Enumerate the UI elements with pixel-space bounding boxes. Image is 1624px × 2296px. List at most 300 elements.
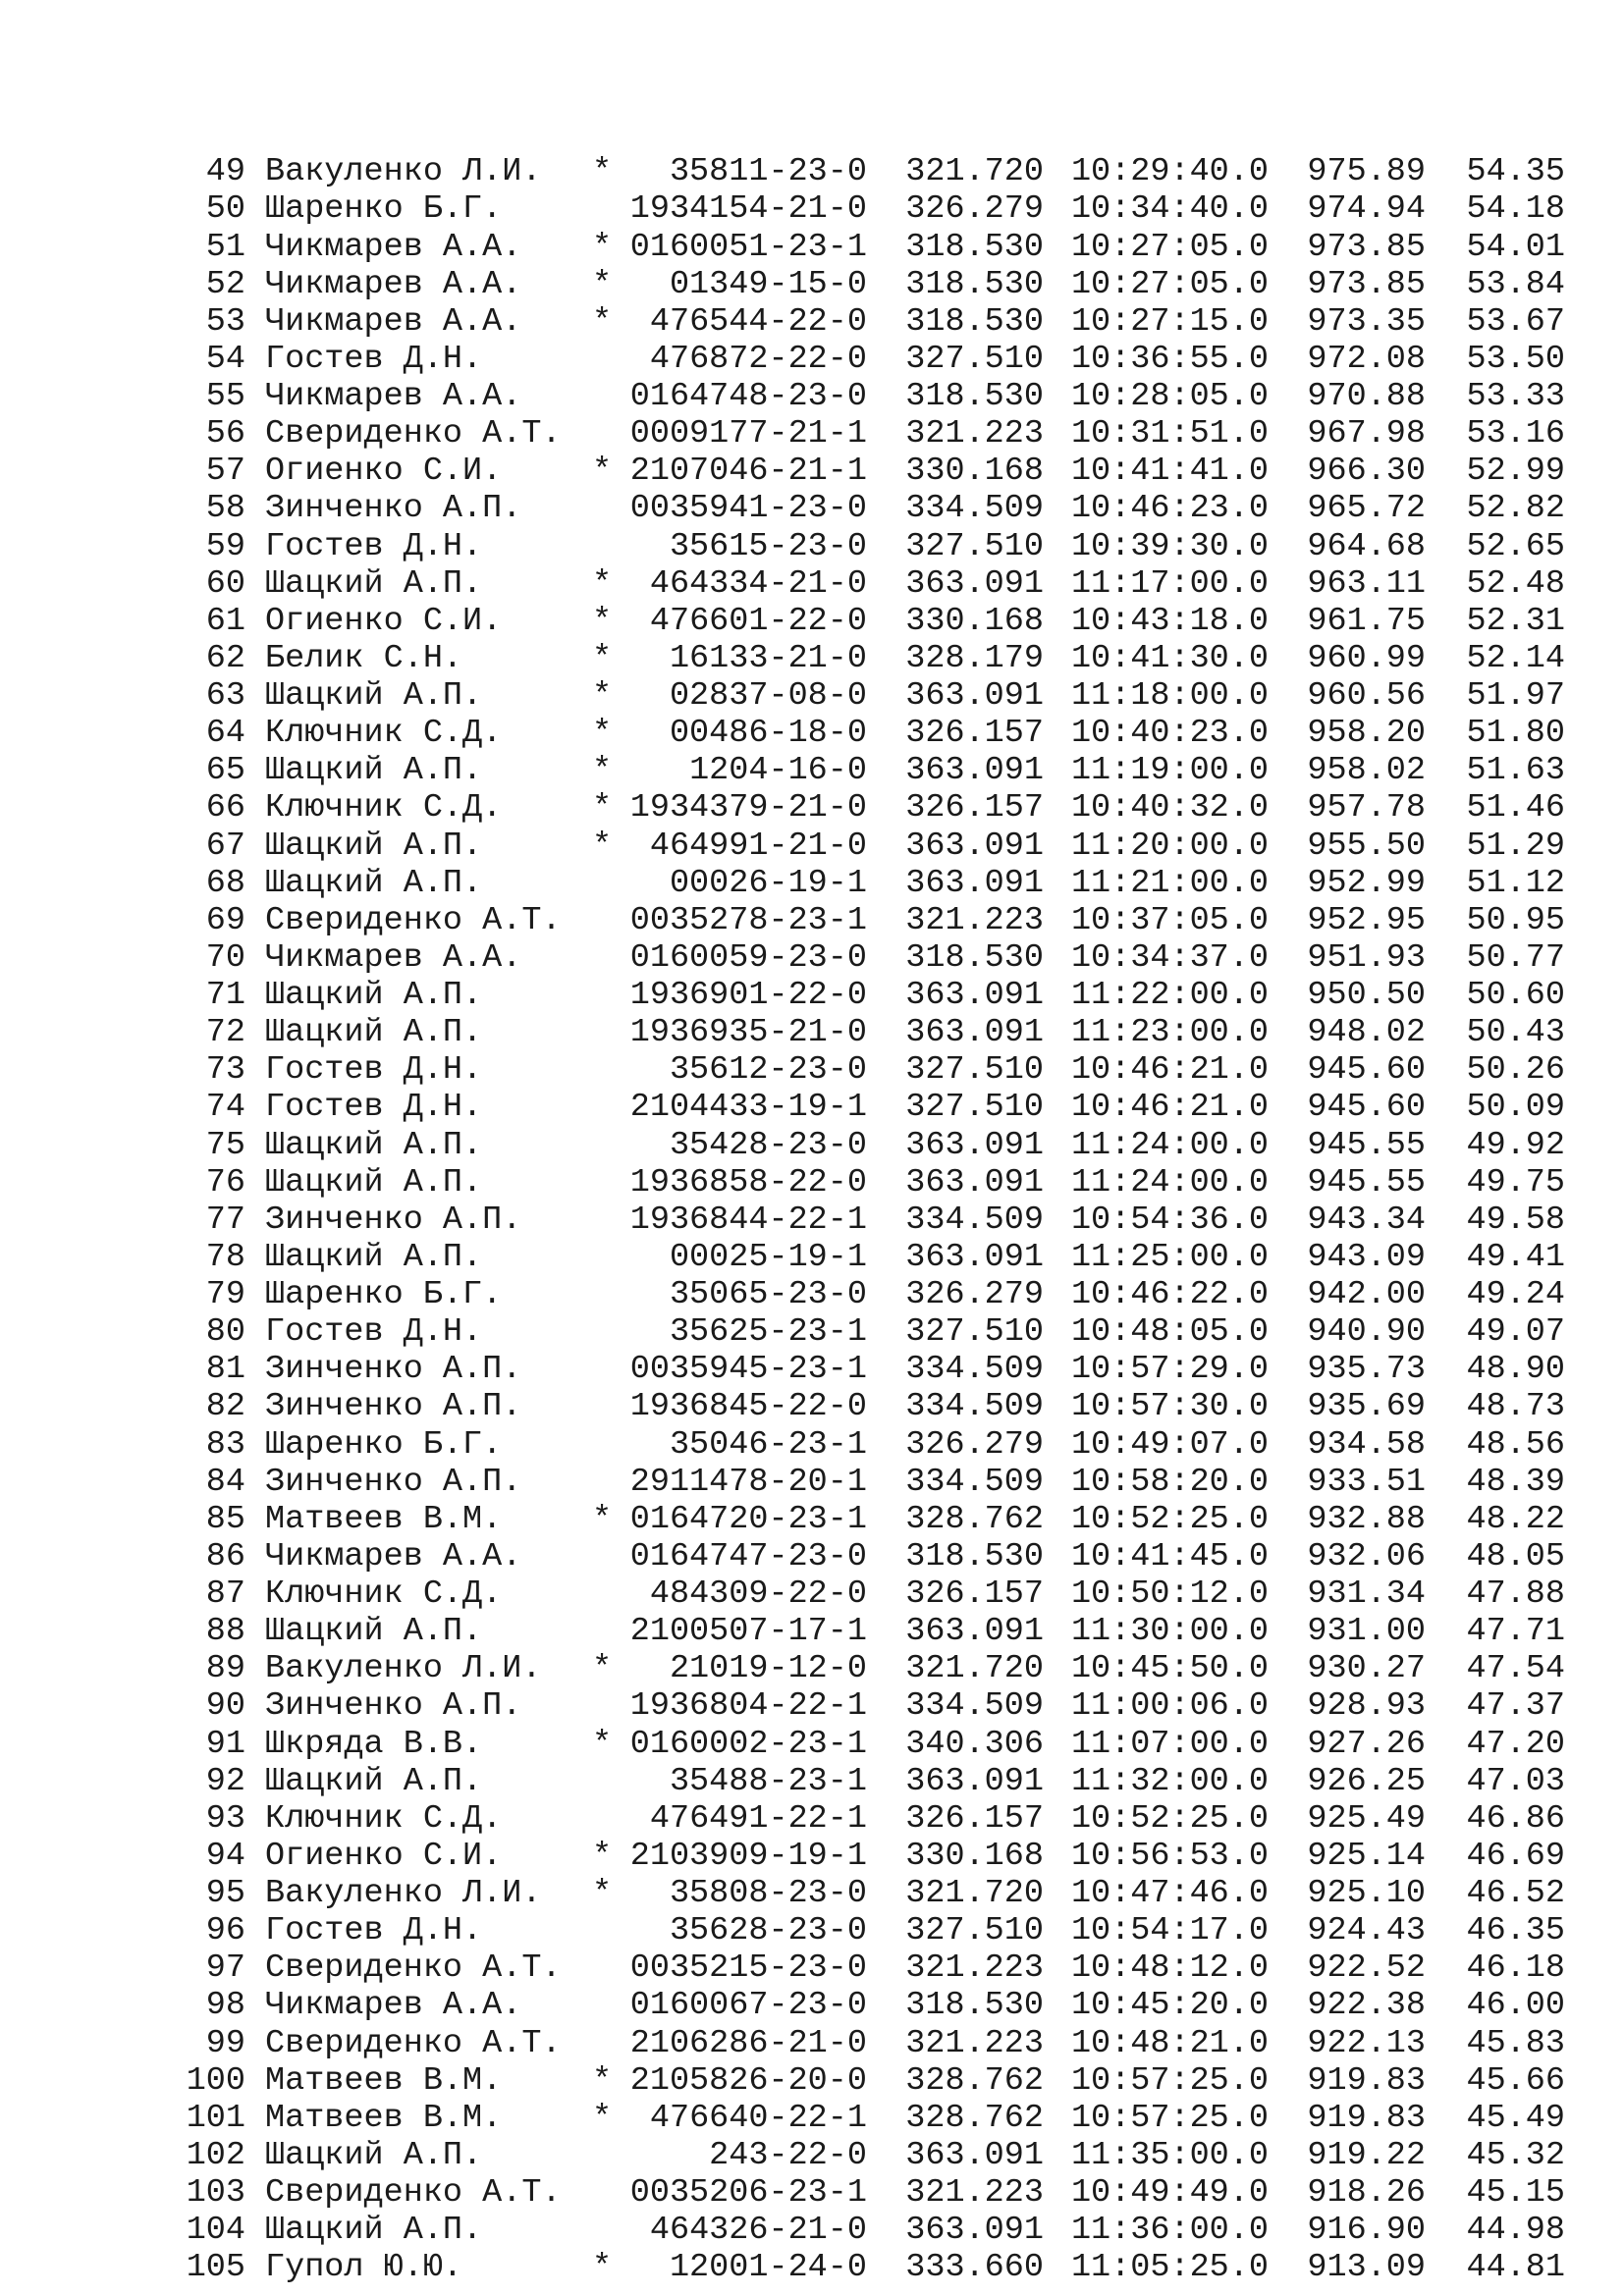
distance: 318.530: [905, 1987, 1044, 2025]
speed: 945.55: [1307, 1126, 1426, 1164]
arrival-time: 10:46:21.0: [1070, 1051, 1269, 1090]
table-row: [171, 1800, 1565, 1838]
fancier-name: Ключник С.Д.: [265, 1799, 503, 1838]
place-number: 51: [205, 228, 245, 266]
arrival-time: 10:39:30.0: [1070, 527, 1269, 565]
distance: 327.510: [905, 340, 1044, 378]
score: 46.00: [1466, 1987, 1565, 2025]
place-number: 82: [205, 1388, 245, 1426]
arrival-time: 10:34:40.0: [1070, 190, 1269, 229]
fancier-name: Свериденко А.Т.: [265, 2174, 562, 2212]
arrival-time: 10:52:25.0: [1070, 1500, 1269, 1538]
place-number: 81: [205, 1351, 245, 1389]
place-number: 75: [205, 1126, 245, 1164]
speed: 931.34: [1307, 1575, 1426, 1613]
distance: 318.530: [905, 265, 1044, 303]
arrival-time: 11:05:25.0: [1070, 2249, 1269, 2287]
ring-number: 484309-22-0: [649, 1575, 867, 1613]
place-number: 91: [205, 1725, 245, 1763]
arrival-time: 10:49:07.0: [1070, 1425, 1269, 1464]
arrival-time: 10:54:17.0: [1070, 1912, 1269, 1950]
distance: 330.168: [905, 1837, 1044, 1875]
fancier-name: Чикмарев А.А.: [265, 938, 522, 977]
ring-number: 35628-23-0: [669, 1912, 867, 1950]
table-row: [171, 303, 1565, 341]
fancier-name: Гостев Д.Н.: [265, 1051, 483, 1090]
ring-number: 35065-23-0: [669, 1276, 867, 1313]
fancier-name: Зинченко А.П.: [265, 1201, 522, 1239]
arrival-time: 10:27:05.0: [1070, 265, 1269, 303]
table-row: [171, 1501, 1565, 1538]
score: 48.39: [1466, 1463, 1565, 1501]
arrival-time: 10:54:36.0: [1070, 1201, 1269, 1239]
table-row: [171, 1464, 1565, 1501]
speed: 945.55: [1307, 1163, 1426, 1201]
ring-number: 35811-23-0: [669, 153, 867, 191]
place-number: 90: [205, 1687, 245, 1726]
table-row: [171, 2100, 1565, 2137]
score: 51.97: [1466, 677, 1565, 715]
distance: 328.762: [905, 1500, 1044, 1538]
distance: 326.279: [905, 190, 1044, 229]
distance: 326.157: [905, 1575, 1044, 1613]
speed: 958.02: [1307, 752, 1426, 790]
table-row: [171, 865, 1565, 902]
ring-number: 0035206-23-1: [629, 2174, 867, 2212]
distance: 327.510: [905, 1051, 1044, 1090]
speed: 957.78: [1307, 789, 1426, 828]
table-row: [171, 677, 1565, 715]
place-number: 96: [205, 1912, 245, 1950]
speed: 918.26: [1307, 2174, 1426, 2212]
ring-number: 35488-23-1: [669, 1762, 867, 1800]
distance: 328.762: [905, 2061, 1044, 2100]
speed: 950.50: [1307, 977, 1426, 1014]
fancier-name: Чикмарев А.А.: [265, 1987, 522, 2025]
fancier-name: Шацкий А.П.: [265, 2136, 483, 2174]
arrival-time: 10:57:25.0: [1070, 2061, 1269, 2100]
table-row: [171, 1949, 1565, 1987]
table-row: [171, 2137, 1565, 2174]
speed: 970.88: [1307, 378, 1426, 415]
speed: 925.14: [1307, 1837, 1426, 1875]
score: 51.46: [1466, 789, 1565, 828]
ring-number: 35615-23-0: [669, 527, 867, 565]
score: 48.90: [1466, 1351, 1565, 1389]
fancier-name: Шацкий А.П.: [265, 1613, 483, 1651]
arrival-time: 11:35:00.0: [1070, 2136, 1269, 2174]
fancier-name: Ключник С.Д.: [265, 715, 503, 753]
speed: 919.83: [1307, 2061, 1426, 2100]
arrival-time: 10:46:21.0: [1070, 1089, 1269, 1127]
fancier-name: Шацкий А.П.: [265, 1126, 483, 1164]
ring-number: 0164720-23-1: [629, 1500, 867, 1538]
table-row: [171, 2249, 1565, 2286]
speed: 934.58: [1307, 1425, 1426, 1464]
ring-number: 464334-21-0: [649, 564, 867, 603]
speed: 948.02: [1307, 1014, 1426, 1052]
score: 46.86: [1466, 1799, 1565, 1838]
table-row: [171, 1164, 1565, 1201]
mark-asterisk: *: [592, 153, 613, 191]
speed: 972.08: [1307, 340, 1426, 378]
place-number: 57: [205, 453, 245, 491]
ring-number: 1936804-22-1: [629, 1687, 867, 1726]
fancier-name: Шацкий А.П.: [265, 1238, 483, 1276]
table-row: [171, 1239, 1565, 1276]
speed: 952.99: [1307, 864, 1426, 902]
speed: 974.94: [1307, 190, 1426, 229]
score: 50.77: [1466, 938, 1565, 977]
speed: 973.85: [1307, 265, 1426, 303]
table-row: [171, 2174, 1565, 2212]
score: 45.15: [1466, 2174, 1565, 2212]
ring-number: 35428-23-0: [669, 1126, 867, 1164]
place-number: 87: [205, 1575, 245, 1613]
score: 54.18: [1466, 190, 1565, 229]
arrival-time: 10:36:55.0: [1070, 340, 1269, 378]
ring-number: 00025-19-1: [669, 1238, 867, 1276]
score: 46.69: [1466, 1837, 1565, 1875]
table-row: [171, 415, 1565, 453]
fancier-name: Огиенко С.И.: [265, 602, 503, 640]
place-number: 71: [205, 977, 245, 1014]
speed: 928.93: [1307, 1687, 1426, 1726]
mark-asterisk: *: [592, 677, 613, 715]
speed: 922.38: [1307, 1987, 1426, 2025]
arrival-time: 10:56:53.0: [1070, 1837, 1269, 1875]
distance: 326.157: [905, 1799, 1044, 1838]
table-row: [171, 1127, 1565, 1164]
place-number: 50: [205, 190, 245, 229]
fancier-name: Гостев Д.Н.: [265, 1089, 483, 1127]
arrival-time: 11:32:00.0: [1070, 1762, 1269, 1800]
arrival-time: 11:19:00.0: [1070, 752, 1269, 790]
speed: 930.27: [1307, 1650, 1426, 1688]
ring-number: 0164747-23-0: [629, 1537, 867, 1575]
arrival-time: 11:17:00.0: [1070, 564, 1269, 603]
fancier-name: Матвеев В.М.: [265, 1500, 503, 1538]
arrival-time: 10:45:50.0: [1070, 1650, 1269, 1688]
speed: 960.99: [1307, 639, 1426, 677]
place-number: 61: [205, 602, 245, 640]
distance: 363.091: [905, 1126, 1044, 1164]
place-number: 78: [205, 1238, 245, 1276]
speed: 926.25: [1307, 1762, 1426, 1800]
speed: 964.68: [1307, 527, 1426, 565]
mark-asterisk: *: [592, 302, 613, 341]
ring-number: 1936845-22-0: [629, 1388, 867, 1426]
fancier-name: Белик С.Н.: [265, 639, 463, 677]
distance: 334.509: [905, 1388, 1044, 1426]
speed: 958.20: [1307, 715, 1426, 753]
ring-number: 2106286-21-0: [629, 2024, 867, 2062]
table-row: [171, 1313, 1565, 1351]
speed: 925.49: [1307, 1799, 1426, 1838]
distance: 326.157: [905, 789, 1044, 828]
score: 52.31: [1466, 602, 1565, 640]
mark-asterisk: *: [592, 602, 613, 640]
speed: 966.30: [1307, 453, 1426, 491]
ring-number: 243-22-0: [709, 2136, 867, 2174]
distance: 328.762: [905, 2099, 1044, 2137]
speed: 932.06: [1307, 1537, 1426, 1575]
distance: 327.510: [905, 1089, 1044, 1127]
mark-asterisk: *: [592, 827, 613, 865]
ring-number: 21019-12-0: [669, 1650, 867, 1688]
speed: 932.88: [1307, 1500, 1426, 1538]
ring-number: 01349-15-0: [669, 265, 867, 303]
speed: 922.13: [1307, 2024, 1426, 2062]
ring-number: 0160067-23-0: [629, 1987, 867, 2025]
mark-asterisk: *: [592, 1500, 613, 1538]
distance: 334.509: [905, 1351, 1044, 1389]
ring-number: 0160051-23-1: [629, 228, 867, 266]
distance: 318.530: [905, 378, 1044, 415]
score: 47.71: [1466, 1613, 1565, 1651]
score: 51.29: [1466, 827, 1565, 865]
table-row: [171, 977, 1565, 1014]
score: 51.80: [1466, 715, 1565, 753]
speed: 935.69: [1307, 1388, 1426, 1426]
place-number: 52: [205, 265, 245, 303]
place-number: 79: [205, 1276, 245, 1313]
distance: 318.530: [905, 938, 1044, 977]
distance: 363.091: [905, 827, 1044, 865]
distance: 318.530: [905, 228, 1044, 266]
place-number: 85: [205, 1500, 245, 1538]
mark-asterisk: *: [592, 265, 613, 303]
fancier-name: Шацкий А.П.: [265, 752, 483, 790]
distance: 363.091: [905, 1762, 1044, 1800]
score: 48.56: [1466, 1425, 1565, 1464]
table-row: [171, 752, 1565, 789]
distance: 334.509: [905, 1201, 1044, 1239]
table-row: [171, 828, 1565, 865]
distance: 321.720: [905, 1875, 1044, 1912]
arrival-time: 10:46:22.0: [1070, 1276, 1269, 1313]
table-row: [171, 1426, 1565, 1464]
score: 53.33: [1466, 378, 1565, 415]
table-row: [171, 1650, 1565, 1687]
place-number: 55: [205, 378, 245, 415]
ring-number: 02837-08-0: [669, 677, 867, 715]
place-number: 68: [205, 864, 245, 902]
arrival-time: 11:24:00.0: [1070, 1126, 1269, 1164]
table-row: [171, 1838, 1565, 1875]
table-row: [171, 1276, 1565, 1313]
score: 45.83: [1466, 2024, 1565, 2062]
distance: 321.223: [905, 901, 1044, 939]
table-row: [171, 2025, 1565, 2062]
place-number: 65: [205, 752, 245, 790]
fancier-name: Ключник С.Д.: [265, 1575, 503, 1613]
score: 52.14: [1466, 639, 1565, 677]
distance: 321.720: [905, 1650, 1044, 1688]
distance: 363.091: [905, 1163, 1044, 1201]
fancier-name: Огиенко С.И.: [265, 1837, 503, 1875]
distance: 363.091: [905, 2136, 1044, 2174]
score: 48.73: [1466, 1388, 1565, 1426]
table-row: [171, 789, 1565, 827]
speed: 927.26: [1307, 1725, 1426, 1763]
arrival-time: 10:58:20.0: [1070, 1463, 1269, 1501]
arrival-time: 10:40:32.0: [1070, 789, 1269, 828]
distance: 326.279: [905, 1276, 1044, 1313]
ring-number: 2105826-20-0: [629, 2061, 867, 2100]
fancier-name: Шацкий А.П.: [265, 1762, 483, 1800]
arrival-time: 10:28:05.0: [1070, 378, 1269, 415]
arrival-time: 11:24:00.0: [1070, 1163, 1269, 1201]
score: 49.92: [1466, 1126, 1565, 1164]
fancier-name: Шацкий А.П.: [265, 864, 483, 902]
place-number: 89: [205, 1650, 245, 1688]
ring-number: 0164748-23-0: [629, 378, 867, 415]
table-row: [171, 378, 1565, 415]
score: 45.66: [1466, 2061, 1565, 2100]
fancier-name: Зинченко А.П.: [265, 1687, 522, 1726]
score: 49.24: [1466, 1276, 1565, 1313]
place-number: 105: [186, 2249, 245, 2287]
speed: 931.00: [1307, 1613, 1426, 1651]
ring-number: 1936858-22-0: [629, 1163, 867, 1201]
table-row: [171, 1089, 1565, 1126]
fancier-name: Свериденко А.Т.: [265, 2024, 562, 2062]
place-number: 77: [205, 1201, 245, 1239]
score: 45.32: [1466, 2136, 1565, 2174]
speed: 955.50: [1307, 827, 1426, 865]
fancier-name: Зинченко А.П.: [265, 1351, 522, 1389]
distance: 363.091: [905, 564, 1044, 603]
fancier-name: Зинченко А.П.: [265, 1388, 522, 1426]
score: 53.50: [1466, 340, 1565, 378]
distance: 321.720: [905, 153, 1044, 191]
fancier-name: Гостев Д.Н.: [265, 527, 483, 565]
distance: 363.091: [905, 752, 1044, 790]
distance: 328.179: [905, 639, 1044, 677]
score: 48.05: [1466, 1537, 1565, 1575]
distance: 333.660: [905, 2249, 1044, 2287]
table-row: [171, 1912, 1565, 1949]
ring-number: 1936935-21-0: [629, 1014, 867, 1052]
fancier-name: Чикмарев А.А.: [265, 265, 522, 303]
score: 48.22: [1466, 1500, 1565, 1538]
mark-asterisk: *: [592, 752, 613, 790]
score: 51.12: [1466, 864, 1565, 902]
distance: 327.510: [905, 527, 1044, 565]
place-number: 99: [205, 2024, 245, 2062]
mark-asterisk: *: [592, 1837, 613, 1875]
fancier-name: Вакуленко Л.И.: [265, 1650, 542, 1688]
speed: 967.98: [1307, 415, 1426, 454]
arrival-time: 10:40:23.0: [1070, 715, 1269, 753]
ring-number: 1936901-22-0: [629, 977, 867, 1014]
ring-number: 0160059-23-0: [629, 938, 867, 977]
distance: 363.091: [905, 677, 1044, 715]
place-number: 70: [205, 938, 245, 977]
place-number: 58: [205, 490, 245, 528]
ring-number: 2104433-19-1: [629, 1089, 867, 1127]
mark-asterisk: *: [592, 715, 613, 753]
distance: 334.509: [905, 490, 1044, 528]
distance: 321.223: [905, 1949, 1044, 1988]
arrival-time: 11:00:06.0: [1070, 1687, 1269, 1726]
distance: 363.091: [905, 1613, 1044, 1651]
speed: 952.95: [1307, 901, 1426, 939]
ring-number: 1936844-22-1: [629, 1201, 867, 1239]
distance: 321.223: [905, 2024, 1044, 2062]
score: 52.48: [1466, 564, 1565, 603]
ring-number: 16133-21-0: [669, 639, 867, 677]
place-number: 63: [205, 677, 245, 715]
table-row: [171, 1575, 1565, 1613]
fancier-name: Свериденко А.Т.: [265, 901, 562, 939]
fancier-name: Шаренко Б.Г.: [265, 190, 503, 229]
fancier-name: Матвеев В.М.: [265, 2099, 503, 2137]
place-number: 76: [205, 1163, 245, 1201]
speed: 951.93: [1307, 938, 1426, 977]
table-row: [171, 1987, 1565, 2024]
arrival-time: 10:41:41.0: [1070, 453, 1269, 491]
ring-number: 35808-23-0: [669, 1875, 867, 1912]
table-row: [171, 1763, 1565, 1800]
ring-number: 476491-22-1: [649, 1799, 867, 1838]
fancier-name: Шаренко Б.Г.: [265, 1276, 503, 1313]
speed: 922.52: [1307, 1949, 1426, 1988]
fancier-name: Шацкий А.П.: [265, 1014, 483, 1052]
distance: 321.223: [905, 415, 1044, 454]
ring-number: 464991-21-0: [649, 827, 867, 865]
place-number: 86: [205, 1537, 245, 1575]
place-number: 60: [205, 564, 245, 603]
arrival-time: 11:23:00.0: [1070, 1014, 1269, 1052]
place-number: 101: [186, 2099, 245, 2137]
table-row: [171, 266, 1565, 303]
distance: 318.530: [905, 302, 1044, 341]
table-row: [171, 153, 1565, 190]
table-row: [171, 229, 1565, 266]
fancier-name: Шацкий А.П.: [265, 677, 483, 715]
speed: 924.43: [1307, 1912, 1426, 1950]
fancier-name: Гостев Д.Н.: [265, 1313, 483, 1352]
distance: 363.091: [905, 977, 1044, 1014]
table-row: [171, 902, 1565, 939]
place-number: 59: [205, 527, 245, 565]
place-number: 69: [205, 901, 245, 939]
fancier-name: Свериденко А.Т.: [265, 415, 562, 454]
score: 50.09: [1466, 1089, 1565, 1127]
distance: 363.091: [905, 2212, 1044, 2250]
score: 49.75: [1466, 1163, 1565, 1201]
place-number: 67: [205, 827, 245, 865]
place-number: 94: [205, 1837, 245, 1875]
score: 52.82: [1466, 490, 1565, 528]
table-row: [171, 565, 1565, 603]
distance: 363.091: [905, 1238, 1044, 1276]
table-row: [171, 1201, 1565, 1239]
arrival-time: 11:25:00.0: [1070, 1238, 1269, 1276]
fancier-name: Вакуленко Л.И.: [265, 1875, 542, 1912]
fancier-name: Чикмарев А.А.: [265, 1537, 522, 1575]
ring-number: 0160002-23-1: [629, 1725, 867, 1763]
score: 46.18: [1466, 1949, 1565, 1988]
arrival-time: 10:31:51.0: [1070, 415, 1269, 454]
place-number: 98: [205, 1987, 245, 2025]
mark-asterisk: *: [592, 639, 613, 677]
mark-asterisk: *: [592, 2249, 613, 2287]
speed: 940.90: [1307, 1313, 1426, 1352]
score: 50.95: [1466, 901, 1565, 939]
